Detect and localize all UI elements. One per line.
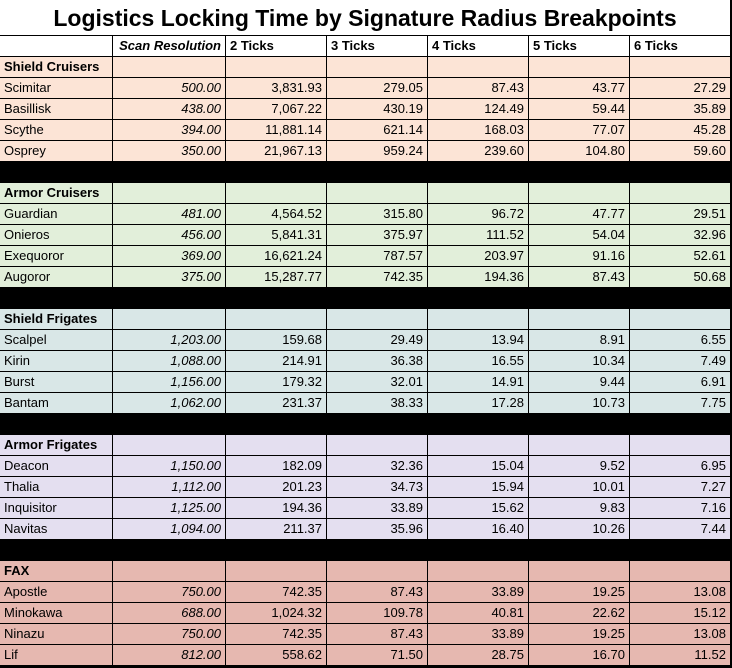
lock-time-cell[interactable]: 16.40 — [428, 519, 529, 540]
lock-time-cell[interactable]: 15.94 — [428, 477, 529, 498]
lock-time-cell[interactable]: 71.50 — [327, 645, 428, 666]
scan-resolution-cell[interactable]: 394.00 — [113, 120, 226, 141]
lock-time-cell[interactable]: 9.52 — [529, 456, 630, 477]
scan-resolution-cell[interactable]: 456.00 — [113, 225, 226, 246]
lock-time-cell[interactable]: 203.97 — [428, 246, 529, 267]
ship-name-cell[interactable]: Inquisitor — [0, 498, 113, 519]
lock-time-cell[interactable]: 22.62 — [529, 603, 630, 624]
scan-resolution-cell[interactable]: 750.00 — [113, 624, 226, 645]
lock-time-cell[interactable]: 21,967.13 — [226, 141, 327, 162]
ship-name-cell[interactable]: Scimitar — [0, 78, 113, 99]
lock-time-cell[interactable]: 7.49 — [630, 351, 731, 372]
header-6-ticks[interactable]: 6 Ticks — [630, 36, 731, 57]
lock-time-cell[interactable]: 96.72 — [428, 204, 529, 225]
ship-name-cell[interactable]: Guardian — [0, 204, 113, 225]
lock-time-cell[interactable]: 27.29 — [630, 78, 731, 99]
lock-time-cell[interactable]: 1,024.32 — [226, 603, 327, 624]
header-3-ticks[interactable]: 3 Ticks — [327, 36, 428, 57]
header-4-ticks[interactable]: 4 Ticks — [428, 36, 529, 57]
lock-time-cell[interactable]: 239.60 — [428, 141, 529, 162]
lock-time-cell[interactable]: 15.12 — [630, 603, 731, 624]
ship-name-cell[interactable]: Basillisk — [0, 99, 113, 120]
lock-time-cell[interactable]: 959.24 — [327, 141, 428, 162]
empty-cell[interactable] — [630, 561, 731, 582]
empty-cell[interactable] — [630, 57, 731, 78]
ship-name-cell[interactable]: Onieros — [0, 225, 113, 246]
lock-time-cell[interactable]: 87.43 — [327, 624, 428, 645]
scan-resolution-cell[interactable]: 1,125.00 — [113, 498, 226, 519]
lock-time-cell[interactable]: 6.91 — [630, 372, 731, 393]
empty-cell[interactable] — [113, 561, 226, 582]
lock-time-cell[interactable]: 87.43 — [428, 78, 529, 99]
lock-time-cell[interactable]: 168.03 — [428, 120, 529, 141]
empty-cell[interactable] — [327, 183, 428, 204]
lock-time-cell[interactable]: 7.16 — [630, 498, 731, 519]
empty-cell[interactable] — [630, 183, 731, 204]
group-header[interactable]: Armor Cruisers — [0, 183, 113, 204]
empty-cell[interactable] — [529, 561, 630, 582]
ship-name-cell[interactable]: Lif — [0, 645, 113, 666]
lock-time-cell[interactable]: 91.16 — [529, 246, 630, 267]
header-2-ticks[interactable]: 2 Ticks — [226, 36, 327, 57]
ship-name-cell[interactable]: Augoror — [0, 267, 113, 288]
lock-time-cell[interactable]: 33.89 — [428, 582, 529, 603]
ship-name-cell[interactable]: Minokawa — [0, 603, 113, 624]
ship-name-cell[interactable]: Osprey — [0, 141, 113, 162]
lock-time-cell[interactable]: 7,067.22 — [226, 99, 327, 120]
group-header[interactable]: Shield Frigates — [0, 309, 113, 330]
lock-time-cell[interactable]: 742.35 — [226, 582, 327, 603]
lock-time-cell[interactable]: 214.91 — [226, 351, 327, 372]
lock-time-cell[interactable]: 11,881.14 — [226, 120, 327, 141]
empty-cell[interactable] — [428, 309, 529, 330]
scan-resolution-cell[interactable]: 1,203.00 — [113, 330, 226, 351]
group-header[interactable]: Shield Cruisers — [0, 57, 113, 78]
lock-time-cell[interactable]: 787.57 — [327, 246, 428, 267]
lock-time-cell[interactable]: 47.77 — [529, 204, 630, 225]
lock-time-cell[interactable]: 375.97 — [327, 225, 428, 246]
lock-time-cell[interactable]: 13.08 — [630, 624, 731, 645]
ship-name-cell[interactable]: Exequoror — [0, 246, 113, 267]
scan-resolution-cell[interactable]: 750.00 — [113, 582, 226, 603]
scan-resolution-cell[interactable]: 1,062.00 — [113, 393, 226, 414]
lock-time-cell[interactable]: 124.49 — [428, 99, 529, 120]
empty-cell[interactable] — [428, 183, 529, 204]
lock-time-cell[interactable]: 5,841.31 — [226, 225, 327, 246]
ship-name-cell[interactable]: Scalpel — [0, 330, 113, 351]
lock-time-cell[interactable]: 52.61 — [630, 246, 731, 267]
lock-time-cell[interactable]: 430.19 — [327, 99, 428, 120]
lock-time-cell[interactable]: 13.94 — [428, 330, 529, 351]
empty-cell[interactable] — [226, 183, 327, 204]
lock-time-cell[interactable]: 38.33 — [327, 393, 428, 414]
ship-name-cell[interactable]: Ninazu — [0, 624, 113, 645]
lock-time-cell[interactable]: 40.81 — [428, 603, 529, 624]
scan-resolution-cell[interactable]: 350.00 — [113, 141, 226, 162]
lock-time-cell[interactable]: 3,831.93 — [226, 78, 327, 99]
scan-resolution-cell[interactable]: 369.00 — [113, 246, 226, 267]
empty-cell[interactable] — [226, 309, 327, 330]
lock-time-cell[interactable]: 33.89 — [428, 624, 529, 645]
lock-time-cell[interactable]: 194.36 — [428, 267, 529, 288]
lock-time-cell[interactable]: 33.89 — [327, 498, 428, 519]
lock-time-cell[interactable]: 10.73 — [529, 393, 630, 414]
lock-time-cell[interactable]: 43.77 — [529, 78, 630, 99]
lock-time-cell[interactable]: 742.35 — [226, 624, 327, 645]
lock-time-cell[interactable]: 10.26 — [529, 519, 630, 540]
lock-time-cell[interactable]: 10.01 — [529, 477, 630, 498]
lock-time-cell[interactable]: 8.91 — [529, 330, 630, 351]
lock-time-cell[interactable]: 9.44 — [529, 372, 630, 393]
ship-name-cell[interactable]: Scythe — [0, 120, 113, 141]
lock-time-cell[interactable]: 558.62 — [226, 645, 327, 666]
lock-time-cell[interactable]: 87.43 — [529, 267, 630, 288]
lock-time-cell[interactable]: 7.27 — [630, 477, 731, 498]
empty-cell[interactable] — [529, 57, 630, 78]
lock-time-cell[interactable]: 10.34 — [529, 351, 630, 372]
empty-cell[interactable] — [529, 309, 630, 330]
lock-time-cell[interactable]: 179.32 — [226, 372, 327, 393]
lock-time-cell[interactable]: 16,621.24 — [226, 246, 327, 267]
lock-time-cell[interactable]: 54.04 — [529, 225, 630, 246]
scan-resolution-cell[interactable]: 1,112.00 — [113, 477, 226, 498]
scan-resolution-cell[interactable]: 481.00 — [113, 204, 226, 225]
empty-cell[interactable] — [327, 435, 428, 456]
header-scan-resolution[interactable]: Scan Resolution — [113, 36, 226, 57]
empty-cell[interactable] — [327, 57, 428, 78]
lock-time-cell[interactable]: 11.52 — [630, 645, 731, 666]
ship-name-cell[interactable]: Apostle — [0, 582, 113, 603]
empty-cell[interactable] — [428, 561, 529, 582]
lock-time-cell[interactable]: 87.43 — [327, 582, 428, 603]
lock-time-cell[interactable]: 19.25 — [529, 624, 630, 645]
empty-cell[interactable] — [113, 57, 226, 78]
lock-time-cell[interactable]: 45.28 — [630, 120, 731, 141]
scan-resolution-cell[interactable]: 1,156.00 — [113, 372, 226, 393]
lock-time-cell[interactable]: 315.80 — [327, 204, 428, 225]
lock-time-cell[interactable]: 211.37 — [226, 519, 327, 540]
lock-time-cell[interactable]: 109.78 — [327, 603, 428, 624]
lock-time-cell[interactable]: 16.55 — [428, 351, 529, 372]
lock-time-cell[interactable]: 4,564.52 — [226, 204, 327, 225]
empty-cell[interactable] — [113, 183, 226, 204]
lock-time-cell[interactable]: 104.80 — [529, 141, 630, 162]
scan-resolution-cell[interactable]: 812.00 — [113, 645, 226, 666]
lock-time-cell[interactable]: 6.95 — [630, 456, 731, 477]
empty-cell[interactable] — [529, 435, 630, 456]
lock-time-cell[interactable]: 59.44 — [529, 99, 630, 120]
empty-cell[interactable] — [428, 57, 529, 78]
header-blank-cell[interactable] — [0, 36, 113, 57]
lock-time-cell[interactable]: 36.38 — [327, 351, 428, 372]
lock-time-cell[interactable]: 279.05 — [327, 78, 428, 99]
ship-name-cell[interactable]: Burst — [0, 372, 113, 393]
lock-time-cell[interactable]: 194.36 — [226, 498, 327, 519]
ship-name-cell[interactable]: Kirin — [0, 351, 113, 372]
lock-time-cell[interactable]: 182.09 — [226, 456, 327, 477]
ship-name-cell[interactable]: Bantam — [0, 393, 113, 414]
header-5-ticks[interactable]: 5 Ticks — [529, 36, 630, 57]
lock-time-cell[interactable]: 35.96 — [327, 519, 428, 540]
lock-time-cell[interactable]: 15,287.77 — [226, 267, 327, 288]
empty-cell[interactable] — [327, 309, 428, 330]
empty-cell[interactable] — [113, 309, 226, 330]
empty-cell[interactable] — [226, 435, 327, 456]
lock-time-cell[interactable]: 34.73 — [327, 477, 428, 498]
empty-cell[interactable] — [226, 57, 327, 78]
lock-time-cell[interactable]: 29.51 — [630, 204, 731, 225]
lock-time-cell[interactable]: 77.07 — [529, 120, 630, 141]
lock-time-cell[interactable]: 111.52 — [428, 225, 529, 246]
lock-time-cell[interactable]: 29.49 — [327, 330, 428, 351]
empty-cell[interactable] — [113, 435, 226, 456]
lock-time-cell[interactable]: 32.96 — [630, 225, 731, 246]
lock-time-cell[interactable]: 59.60 — [630, 141, 731, 162]
lock-time-cell[interactable]: 32.36 — [327, 456, 428, 477]
scan-resolution-cell[interactable]: 688.00 — [113, 603, 226, 624]
empty-cell[interactable] — [327, 561, 428, 582]
ship-name-cell[interactable]: Thalia — [0, 477, 113, 498]
lock-time-cell[interactable]: 231.37 — [226, 393, 327, 414]
lock-time-cell[interactable]: 742.35 — [327, 267, 428, 288]
lock-time-cell[interactable]: 28.75 — [428, 645, 529, 666]
scan-resolution-cell[interactable]: 1,088.00 — [113, 351, 226, 372]
scan-resolution-cell[interactable]: 375.00 — [113, 267, 226, 288]
lock-time-cell[interactable]: 16.70 — [529, 645, 630, 666]
lock-time-cell[interactable]: 19.25 — [529, 582, 630, 603]
lock-time-cell[interactable]: 201.23 — [226, 477, 327, 498]
ship-name-cell[interactable]: Navitas — [0, 519, 113, 540]
scan-resolution-cell[interactable]: 438.00 — [113, 99, 226, 120]
group-header[interactable]: Armor Frigates — [0, 435, 113, 456]
lock-time-cell[interactable]: 14.91 — [428, 372, 529, 393]
lock-time-cell[interactable]: 32.01 — [327, 372, 428, 393]
empty-cell[interactable] — [630, 435, 731, 456]
lock-time-cell[interactable]: 13.08 — [630, 582, 731, 603]
scan-resolution-cell[interactable]: 1,150.00 — [113, 456, 226, 477]
empty-cell[interactable] — [630, 309, 731, 330]
lock-time-cell[interactable]: 7.44 — [630, 519, 731, 540]
empty-cell[interactable] — [529, 183, 630, 204]
sheet-title[interactable]: Logistics Locking Time by Signature Radius Breakpoints — [0, 0, 731, 36]
scan-resolution-cell[interactable]: 500.00 — [113, 78, 226, 99]
lock-time-cell[interactable]: 35.89 — [630, 99, 731, 120]
empty-cell[interactable] — [226, 561, 327, 582]
empty-cell[interactable] — [428, 435, 529, 456]
lock-time-cell[interactable]: 621.14 — [327, 120, 428, 141]
ship-name-cell[interactable]: Deacon — [0, 456, 113, 477]
lock-time-cell[interactable]: 50.68 — [630, 267, 731, 288]
lock-time-cell[interactable]: 7.75 — [630, 393, 731, 414]
lock-time-cell[interactable]: 9.83 — [529, 498, 630, 519]
lock-time-cell[interactable]: 159.68 — [226, 330, 327, 351]
group-header[interactable]: FAX — [0, 561, 113, 582]
lock-time-cell[interactable]: 6.55 — [630, 330, 731, 351]
lock-time-cell[interactable]: 15.04 — [428, 456, 529, 477]
scan-resolution-cell[interactable]: 1,094.00 — [113, 519, 226, 540]
lock-time-cell[interactable]: 15.62 — [428, 498, 529, 519]
lock-time-cell[interactable]: 17.28 — [428, 393, 529, 414]
